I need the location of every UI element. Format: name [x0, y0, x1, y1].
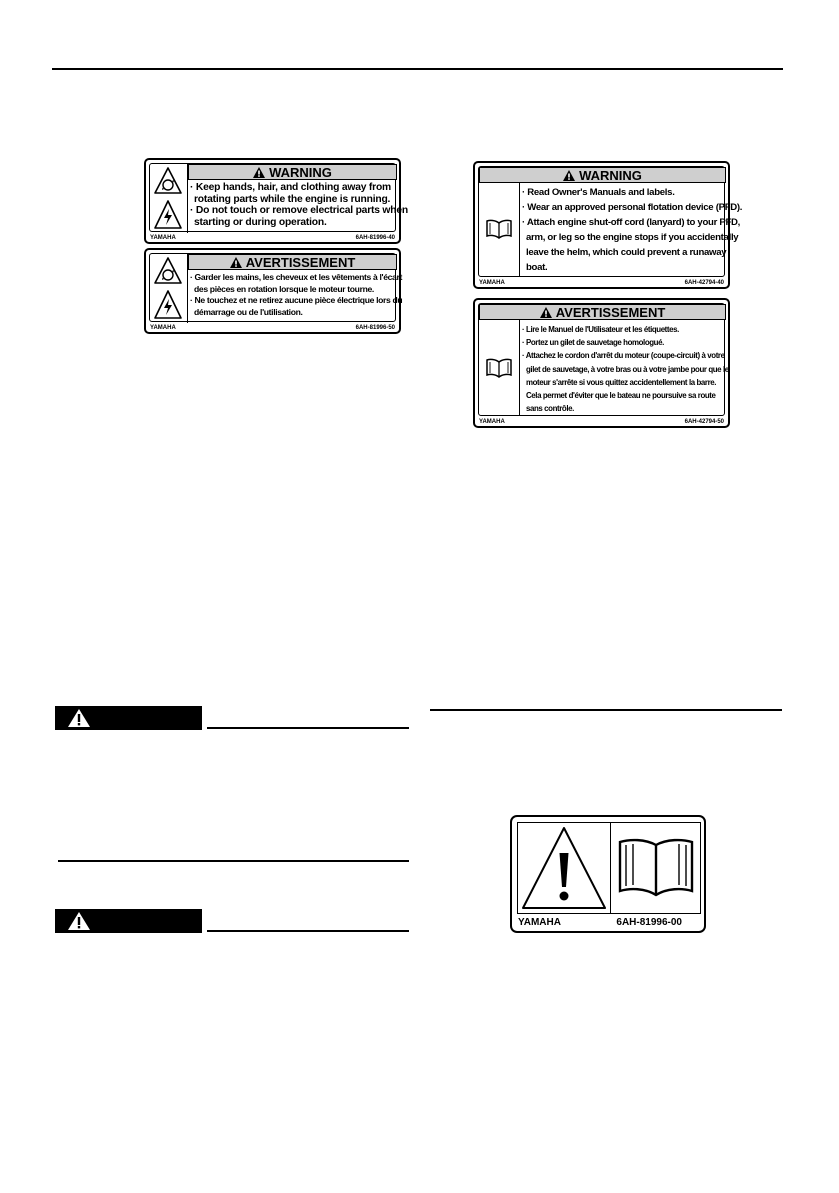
label-line: arm, or leg so the engine stops if you accidentally	[526, 232, 739, 243]
warning-triangle-icon	[540, 307, 552, 318]
rotating-parts-icon	[153, 256, 183, 286]
electrical-shock-icon	[153, 289, 183, 321]
label-line: · Wear an approved personal flotation device (PFD).	[522, 202, 743, 213]
label-line: leave the helm, which could prevent a runaway	[526, 247, 727, 258]
label-text	[522, 323, 729, 415]
warning-label-rotating-parts-fr	[144, 248, 401, 334]
icon-column	[150, 254, 188, 323]
label-text	[190, 272, 402, 318]
icon-column	[150, 164, 188, 233]
label-line: · Garder les mains, les cheveux et les vêtements à l'écart	[190, 272, 402, 282]
label-line: · Lire le Manuel de l'Utilisateur et les étiquettes.	[522, 325, 679, 334]
warning-section-rule	[207, 930, 409, 932]
warning-badge	[55, 706, 202, 730]
warning-triangle-icon	[67, 708, 91, 728]
electrical-shock-icon	[153, 199, 183, 231]
warning-section-rule	[207, 727, 409, 729]
label-header	[479, 304, 726, 320]
manual-book-icon	[616, 837, 696, 899]
label-line: des pièces en rotation lorsque le moteur tourne.	[194, 283, 374, 294]
label-header-text: AVERTISSEMENT	[245, 255, 356, 270]
brand-name: YAMAHA	[518, 917, 561, 928]
warning-label-pfd-fr	[473, 298, 730, 428]
part-number: 6AH-81996-50	[355, 325, 395, 331]
warning-badge	[55, 909, 202, 933]
label-header	[479, 167, 726, 183]
label-line: gilet de sauvetage, à votre bras ou à votre jambe pour que le	[526, 364, 729, 374]
label-header	[188, 254, 397, 270]
warning-triangle-icon	[563, 170, 575, 181]
page-header-rule	[52, 68, 783, 70]
manual-book-icon	[485, 358, 513, 378]
label-line: Cela permet d'éviter que le bateau ne poursuive sa route	[526, 391, 716, 401]
label-header	[188, 164, 397, 180]
exclamation-triangle-icon	[520, 825, 608, 911]
label-line: · Ne touchez et ne retirez aucune pièce électrique lors du	[190, 295, 403, 306]
part-number: 6AH-42794-50	[684, 419, 724, 425]
rotating-parts-icon	[153, 166, 183, 196]
brand-name: YAMAHA	[479, 419, 505, 425]
label-line: rotating parts while the engine is running.	[194, 193, 391, 205]
label-line: · Do not touch or remove electrical parts when	[190, 205, 408, 217]
brand-name: YAMAHA	[479, 280, 505, 286]
label-divider	[610, 822, 611, 914]
warning-triangle-icon	[67, 911, 91, 931]
warning-label-rotating-parts-en	[144, 158, 408, 244]
section-end-rule	[430, 709, 782, 711]
warning-label-pfd-en	[473, 161, 743, 289]
label-line: · Read Owner's Manuals and labels.	[522, 187, 675, 198]
label-line: moteur s'arrête si vous quittez accidentellement la barre.	[526, 377, 717, 387]
label-text	[522, 185, 742, 275]
icon-column	[479, 183, 520, 277]
caution-label-read-manual	[510, 815, 706, 933]
part-number: 6AH-81996-00	[616, 917, 682, 928]
label-line: démarrage ou de l'utilisation.	[194, 306, 303, 317]
label-header-text: WARNING	[269, 165, 332, 180]
part-number: 6AH-81996-40	[355, 235, 395, 241]
warning-triangle-icon	[253, 167, 265, 178]
label-header-text: WARNING	[579, 168, 642, 183]
label-line: · Attach engine shut-off cord (lanyard) to your PFD,	[522, 217, 741, 228]
label-text	[190, 182, 408, 228]
label-line: · Portez un gilet de sauvetage homologué.	[522, 338, 664, 348]
part-number: 6AH-42794-40	[684, 280, 724, 286]
section-end-rule	[58, 860, 409, 862]
label-line: sans contrôle.	[526, 404, 574, 414]
label-line: boat.	[526, 262, 548, 273]
label-line: · Keep hands, hair, and clothing away from	[190, 182, 392, 193]
brand-name: YAMAHA	[150, 325, 176, 331]
warning-triangle-icon	[230, 257, 242, 268]
label-line: starting or during operation.	[194, 216, 327, 228]
label-header-text: AVERTISSEMENT	[555, 305, 666, 320]
label-line: · Attachez le cordon d'arrêt du moteur (coupe-circuit) à votre	[522, 351, 725, 361]
icon-column	[479, 320, 520, 416]
manual-book-icon	[485, 219, 513, 239]
brand-name: YAMAHA	[150, 235, 176, 241]
